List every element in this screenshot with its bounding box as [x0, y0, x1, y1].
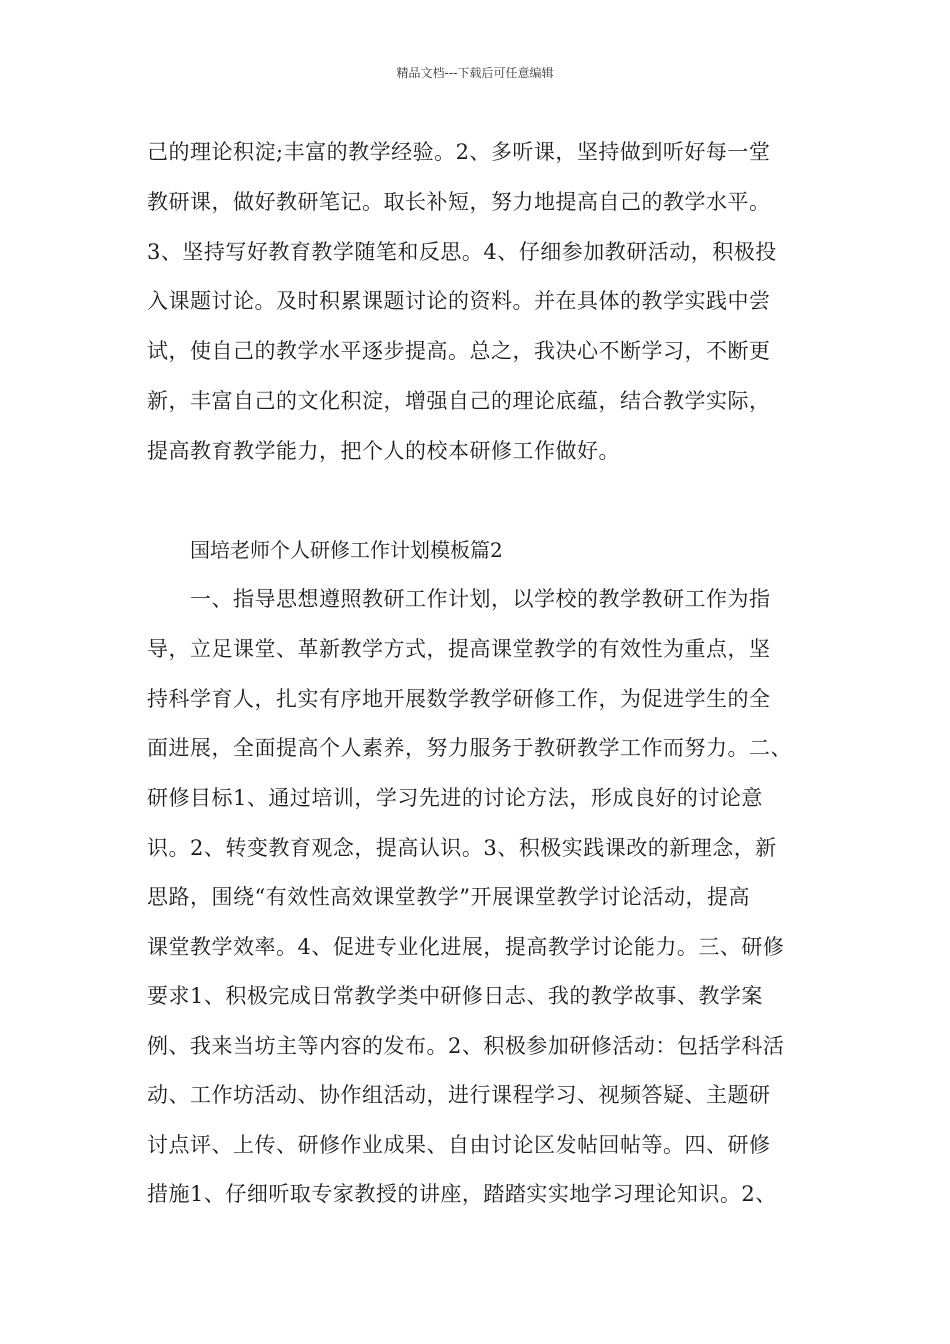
body-line: 面进展，全面提高个人素养，努力服务于教研教学工作而努力。二、 [147, 736, 792, 760]
body-line: 一、指导思想遵照教研工作计划，以学校的教学教研工作为指 [190, 587, 771, 611]
body-line: 措施1、仔细听取专家教授的讲座，踏踏实实地学习理论知识。2、 [147, 1182, 777, 1206]
body-line: 讨点评、上传、研修作业成果、自由讨论区发帖回帖等。四、研修 [147, 1133, 771, 1157]
body-line: 识。2、转变教育观念，提高认识。3、积极实践课改的新理念，新 [147, 836, 777, 860]
body-line: 试，使自己的教学水平逐步提高。总之，我决心不断学习，不断更 [147, 339, 771, 363]
body-line: 研修目标1、通过培训，学习先进的讨论方法，形成良好的讨论意 [147, 786, 763, 810]
page-header: 精品文档---下载后可任意编辑 [396, 66, 554, 80]
body-line: 思路，围绕“有效性高效课堂教学”开展课堂教学讨论活动，提高 [147, 885, 750, 909]
body-line: 提高教育教学能力，把个人的校本研修工作做好。 [147, 439, 620, 463]
body-line: 要求1、积极完成日常教学类中研修日志、我的教学故事、教学案 [147, 984, 763, 1008]
body-line: 教研课，做好教研笔记。取长补短，努力地提高自己的教学水平。 [147, 190, 771, 214]
body-line: 持科学育人，扎实有序地开展数学教学研修工作，为促进学生的全 [147, 687, 771, 711]
body-line: 新，丰富自己的文化积淀，增强自己的理论底蕴，结合教学实际， [147, 389, 771, 413]
body-line: 己的理论积淀;丰富的教学经验。2、多听课，坚持做到听好每一堂 [147, 140, 771, 164]
body-line: 课堂教学效率。4、促进专业化进展，提高教学讨论能力。三、研修 [147, 935, 785, 959]
body-line: 导，立足课堂、革新教学方式，提高课堂教学的有效性为重点，坚 [147, 637, 771, 661]
body-line: 入课题讨论。及时积累课题讨论的资料。并在具体的教学实践中尝 [147, 289, 771, 313]
body-line: 3、坚持写好教育教学随笔和反思。4、仔细参加教研活动，积极投 [147, 240, 777, 264]
section-heading: 国培老师个人研修工作计划模板篇2 [190, 538, 503, 562]
body-line: 动、工作坊活动、协作组活动，进行课程学习、视频答疑、主题研 [147, 1083, 771, 1107]
body-line: 例、我来当坊主等内容的发布。2、积极参加研修活动：包括学科活 [147, 1034, 785, 1058]
